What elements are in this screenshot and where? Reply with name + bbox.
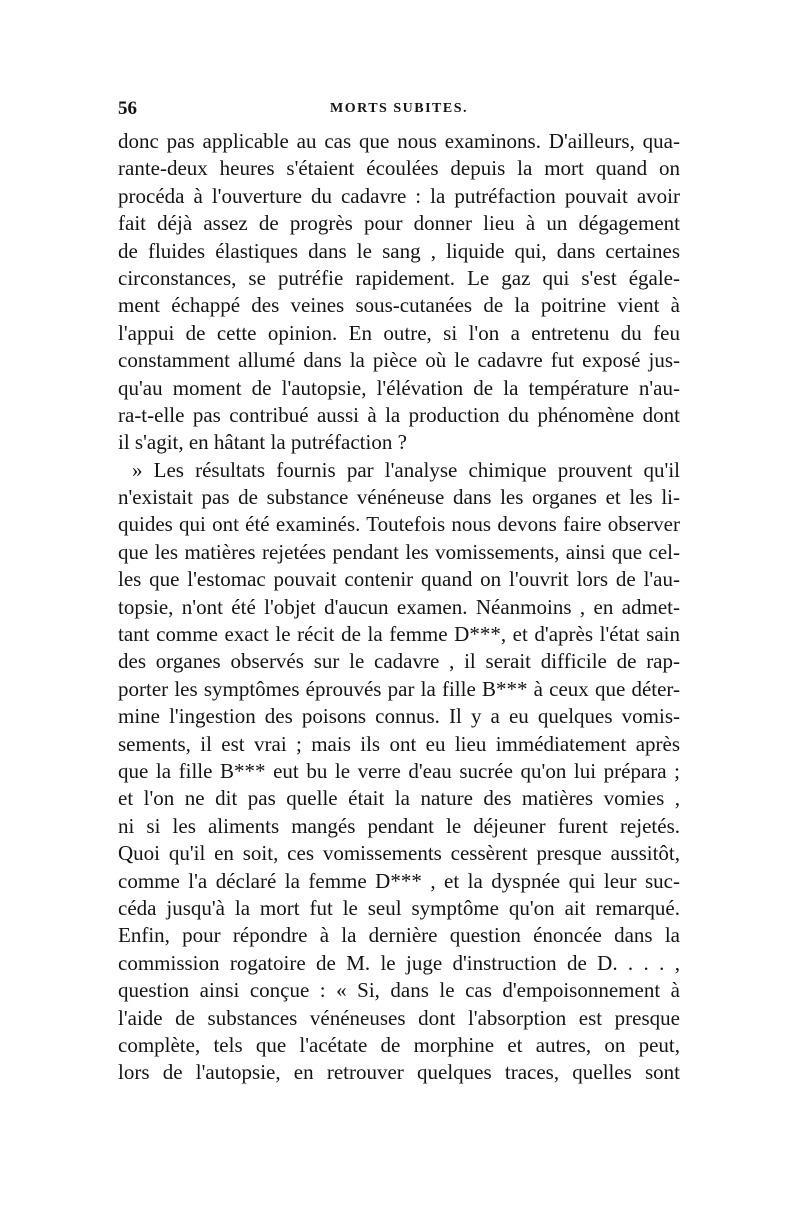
text-line: les que l'estomac pouvait contenir quand on l'ouvrit lors de l'au- <box>118 567 680 592</box>
text-line: comme l'a déclaré la femme D*** , et la dyspnée qui leur suc- <box>118 868 680 893</box>
text-line: circonstances, se putréfie rapidement. Le gaz qui s'est égale- <box>118 265 680 290</box>
text-line: il s'agit, en hâtant la putréfaction ? <box>118 430 407 455</box>
text-line: que la fille B*** eut bu le verre d'eau sucrée qu'on lui prépara ; <box>118 758 680 783</box>
text-line: commission rogatoire de M. le juge d'instruction de D. . . . , <box>118 950 680 975</box>
text-line: donc pas applicable au cas que nous examinons. D'ailleurs, qua- <box>118 129 680 153</box>
body-text <box>118 128 680 1087</box>
text-line: Quoi qu'il en soit, ces vomissements cessèrent presque aussitôt, <box>118 841 680 866</box>
text-line: mine l'ingestion des poisons connus. Il y a eu quelques vomis- <box>118 704 680 729</box>
text-line: tant comme exact le récit de la femme D***, et d'après l'état sain <box>118 622 680 647</box>
text-line: que les matières rejetées pendant les vomissements, ainsi que cel- <box>118 539 680 564</box>
running-title: MORTS SUBITES. <box>330 101 468 116</box>
text-line: topsie, n'ont été l'objet d'aucun examen. Néanmoins , en admet- <box>118 594 680 619</box>
text-line: rante-deux heures s'étaient écoulées depuis la mort quand on <box>118 156 680 181</box>
text-line: ment échappé des veines sous-cutanées de la poitrine vient à <box>118 293 680 318</box>
text-line: fait déjà assez de progrès pour donner lieu à un dégagement <box>118 211 680 236</box>
running-head <box>118 98 680 120</box>
text-line: ni si les aliments mangés pendant le déjeuner furent rejetés. <box>118 813 680 838</box>
text-line: qu'au moment de l'autopsie, l'élévation de la température n'au- <box>118 375 680 400</box>
text-line: procéda à l'ouverture du cadavre : la putréfaction pouvait avoir <box>118 183 680 208</box>
text-line: lors de l'autopsie, en retrouver quelques traces, quelles sont <box>118 1060 680 1085</box>
page-number: 56 <box>118 98 137 119</box>
text-line: constamment allumé dans la pièce où le cadavre fut exposé jus- <box>118 348 680 373</box>
text-line: n'existait pas de substance vénéneuse dans les organes et les li- <box>118 485 680 510</box>
text-line: quides qui ont été examinés. Toutefois nous devons faire observer <box>118 512 680 537</box>
text-line: l'appui de cette opinion. En outre, si l'on a entretenu du feu <box>118 320 680 345</box>
text-line: et l'on ne dit pas quelle était la nature des matières vomies , <box>118 786 680 811</box>
text-line: complète, tels que l'acétate de morphine et autres, on peut, <box>118 1032 680 1057</box>
text-line: question ainsi conçue : « Si, dans le cas d'empoisonnement à <box>118 978 680 1003</box>
text-line: sements, il est vrai ; mais ils ont eu lieu immédiatement après <box>118 731 680 756</box>
text-line: l'aide de substances vénéneuses dont l'absorption est presque <box>118 1005 680 1030</box>
text-line: des organes observés sur le cadavre , il serait difficile de rap- <box>118 649 680 674</box>
text-line: ra-t-elle pas contribué aussi à la production du phénomène dont <box>118 402 680 427</box>
text-line: de fluides élastiques dans le sang , liquide qui, dans certaines <box>118 238 680 263</box>
text-line: Enfin, pour répondre à la dernière question énoncée dans la <box>118 923 680 948</box>
text-line: céda jusqu'à la mort fut le seul symptôme qu'on ait remarqué. <box>118 895 680 920</box>
text-line: » Les résultats fournis par l'analyse chimique prouvent qu'il <box>132 457 680 482</box>
text-line: porter les symptômes éprouvés par la fille B*** à ceux que déter- <box>118 676 680 701</box>
